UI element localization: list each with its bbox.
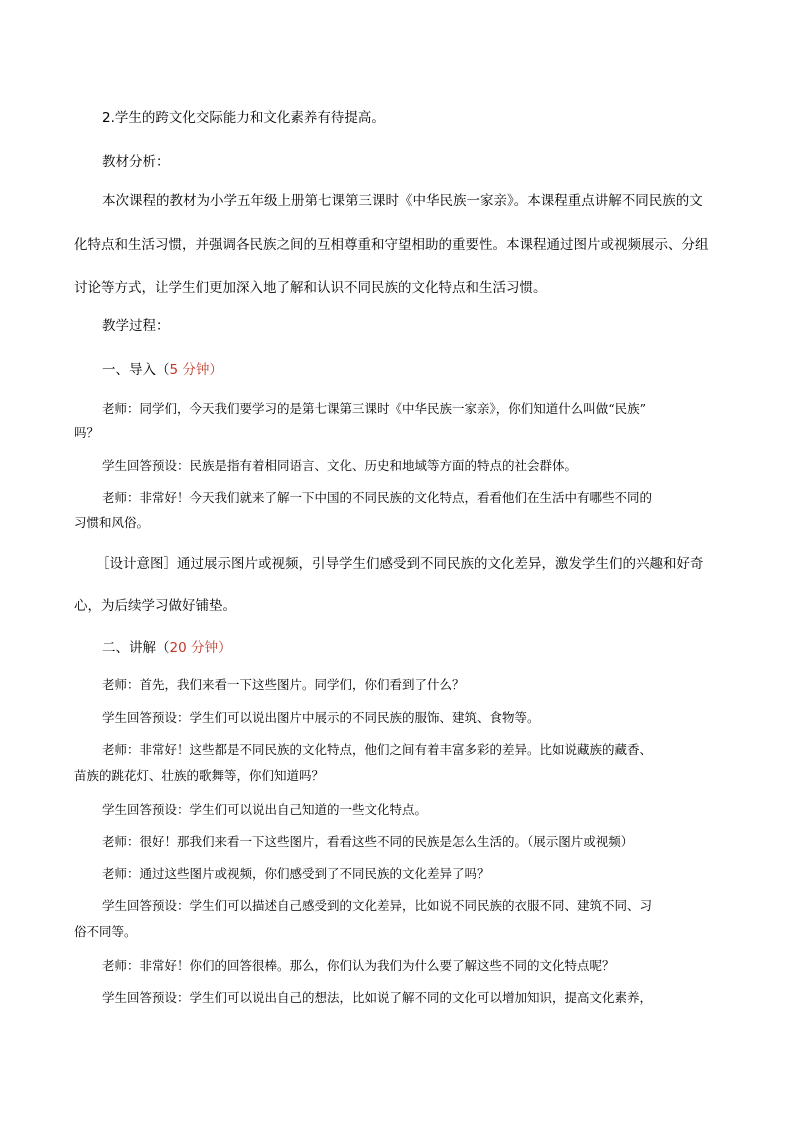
student-line-4a: 学生回答预设：学生们可以描述自己感受到的文化差异，比如说不同民族的衣服不同、建筑不同、习 (102, 898, 653, 913)
design-intent-line-1: ［设计意图］通过展示图片或视频，引导学生们感受到不同民族的文化差异，激发学生们的兴趣和好奇 (96, 556, 704, 572)
heading-teaching-process: 教学过程： (102, 318, 170, 334)
section-2-heading (102, 640, 722, 656)
student-line-3: 学生回答预设：学生们可以说出自己知道的一些文化特点。 (102, 802, 428, 817)
teacher-line-3: 老师：首先，我们来看一下这些图片。同学们，你们看到了什么？ (102, 677, 465, 692)
teacher-line-2a: 老师：非常好！今天我们就来了解一下中国的不同民族的文化特点，看看他们在生活中有哪些不同的 (102, 490, 653, 505)
section-2-prefix: 二、讲解（ (102, 640, 170, 656)
section-1-heading (102, 362, 722, 378)
design-intent-line-2: 心，为后续学习做好铺垫。 (74, 598, 236, 614)
teacher-line-4a: 老师：非常好！这些都是不同民族的文化特点，他们之间有着丰富多彩的差异。比如说藏族的藏香、 (102, 742, 653, 757)
section-2-time: 20 分钟 (169, 640, 218, 656)
teacher-line-2b: 习惯和风俗。 (74, 515, 150, 530)
heading-textbook-analysis: 教材分析： (102, 154, 170, 170)
teacher-line-5: 老师：很好！那我们来看一下这些图片，看看这些不同的民族是怎么生活的。（展示图片或视频） (102, 834, 634, 849)
textbook-line-1: 本次课程的教材为小学五年级上册第七课第三课时《中华民族一家亲》。本课程重点讲解不同民族的文 (102, 193, 703, 209)
paragraph-goal-2: 2.学生的跨文化交际能力和文化素养有待提高。 (102, 110, 385, 126)
student-line-1: 学生回答预设：民族是指有着相同语言、文化、历史和地域等方面的特点的社会群体。 (102, 458, 578, 473)
textbook-line-2: 化特点和生活习惯，并强调各民族之间的互相尊重和守望相助的重要性。本课程通过图片或视频展示、分组 (74, 237, 709, 253)
teacher-line-1b: 吗？ (74, 425, 100, 440)
teacher-line-6: 老师：通过这些图片或视频，你们感受到了不同民族的文化差异了吗？ (102, 866, 490, 881)
student-line-5a: 学生回答预设：学生们可以说出自己的想法，比如说了解不同的文化可以增加知识，提高文化素养， (102, 990, 653, 1005)
section-1-prefix: 一、导入（ (102, 362, 170, 378)
section-1-suffix: ） (209, 362, 223, 378)
section-2-suffix: ） (217, 640, 232, 656)
section-1-time: 5 分钟 (169, 362, 210, 378)
student-line-2: 学生回答预设：学生们可以说出图片中展示的不同民族的服饰、建筑、食物等。 (102, 710, 540, 725)
textbook-line-3: 讨论等方式，让学生们更加深入地了解和认识不同民族的文化特点和生活习惯。 (74, 280, 547, 296)
teacher-line-7: 老师：非常好！你们的回答很棒。那么，你们认为我们为什么要了解这些不同的文化特点呢？ (102, 958, 615, 973)
student-line-4b: 俗不同等。 (74, 924, 137, 939)
teacher-line-4b: 苗族的跳花灯、壮族的歌舞等，你们知道吗？ (74, 768, 325, 783)
teacher-line-1a: 老师：同学们，今天我们要学习的是第七课第三课时《中华民族一家亲》，你们知道什么叫做“民族” (102, 401, 647, 416)
